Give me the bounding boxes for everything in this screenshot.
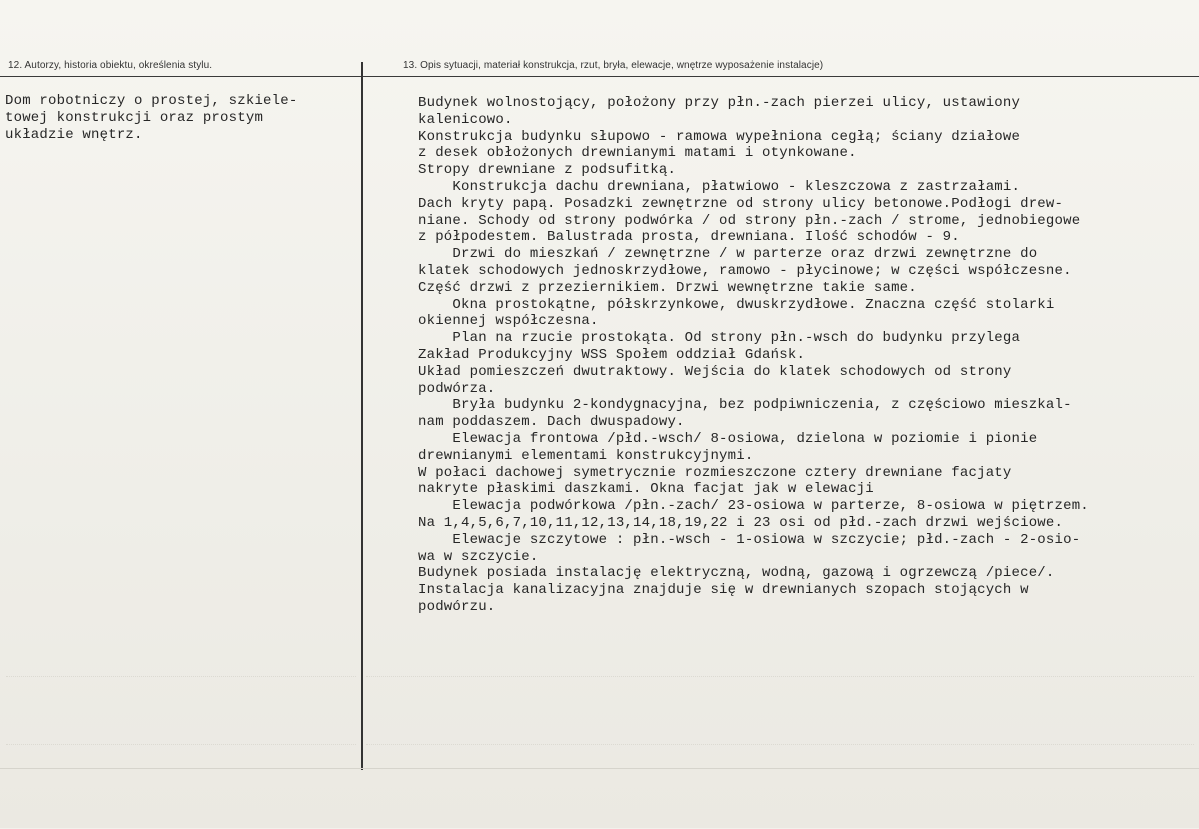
field-12-text: Dom robotniczy o prostej, szkiele- towej konstrukcji oraz prostym układzie wnętrz. (5, 93, 298, 143)
ghost-rule-right (366, 676, 1194, 677)
header-rule (0, 76, 1199, 77)
ghost-rule-right-2 (366, 744, 1194, 745)
field-12-header: 12. Autorzy, historia obiektu, określenia stylu. (8, 60, 213, 71)
field-13-header: 13. Opis sytuacji, materiał konstrukcja, rzut, bryła, elewacje, wnętrze wyposażenie instalacje) (403, 60, 824, 71)
bleed-through-area (0, 768, 1199, 829)
field-13-text: Budynek wolnostojący, położony przy płn.-zach pierzei ulicy, ustawiony kalenicowo. Konstrukcja budynku słupowo - ramowa wypełniona cegłą; ściany działowe z desek obłożonych drewnianymi matami i otynkowane. Stropy drewniane z podsufitką. Konstrukcja dachu drewniana, płatwiowo - kleszczowa z zastrzałami. Dach kryty papą. Posadzki zewnętrzne od strony ulicy betonowe.Podłogi drew- niane. Schody od strony podwórka / od strony płn.-zach / strome, jednobiegowe z półpodestem. Balustrada prosta, drewniana. Ilość schodów - 9. Drzwi do mieszkań / zewnętrzne / w parterze oraz drzwi zewnętrzne do klatek schodowych jednoskrzydłowe, ramowo - płycinowe; w części współczesne. Część drzwi z przeziernikiem. Drzwi wewnętrzne takie same. Okna prostokątne, półskrzynkowe, dwuskrzydłowe. Znaczna część stolarki okiennej współczesna. Plan na rzucie prostokąta. Od strony płn.-wsch do budynku przylega Zakład Produkcyjny WSS Społem oddział Gdańsk. Układ pomieszczeń dwutraktowy. Wejścia do klatek schodowych od strony podwórza. Bryła budynku 2-kondygnacyjna, bez podpiwniczenia, z częściowo mieszkal- nam poddaszem. Dach dwuspadowy. Elewacja frontowa /płd.-wsch/ 8-osiowa, dzielona w poziomie i pionie drewnianymi elementami konstrukcyjnymi. W połaci dachowej symetrycznie rozmieszczone cztery drewniane facjaty nakryte płaskimi daszkami. Okna facjat jak w elewacji Elewacja podwórkowa /płn.-zach/ 23-osiowa w parterze, 8-osiowa w piętrzem. Na 1,4,5,6,7,10,11,12,13,14,18,19,22 i 23 osi od płd.-zach drzwi wejściowe. Elewacje szczytowe : płn.-wsch - 1-osiowa w szczycie; płd.-zach - 2-osio- wa w szczycie. Budynek posiada instalację elektryczną, wodną, gazową i ogrzewczą /piece/. Instalacja kanalizacyjna znajduje się w drewnianych szopach stojących w podwórzu. (418, 95, 1089, 615)
ghost-rule-left-2 (6, 744, 356, 745)
ghost-rule-left (6, 676, 356, 677)
column-divider (361, 62, 363, 770)
